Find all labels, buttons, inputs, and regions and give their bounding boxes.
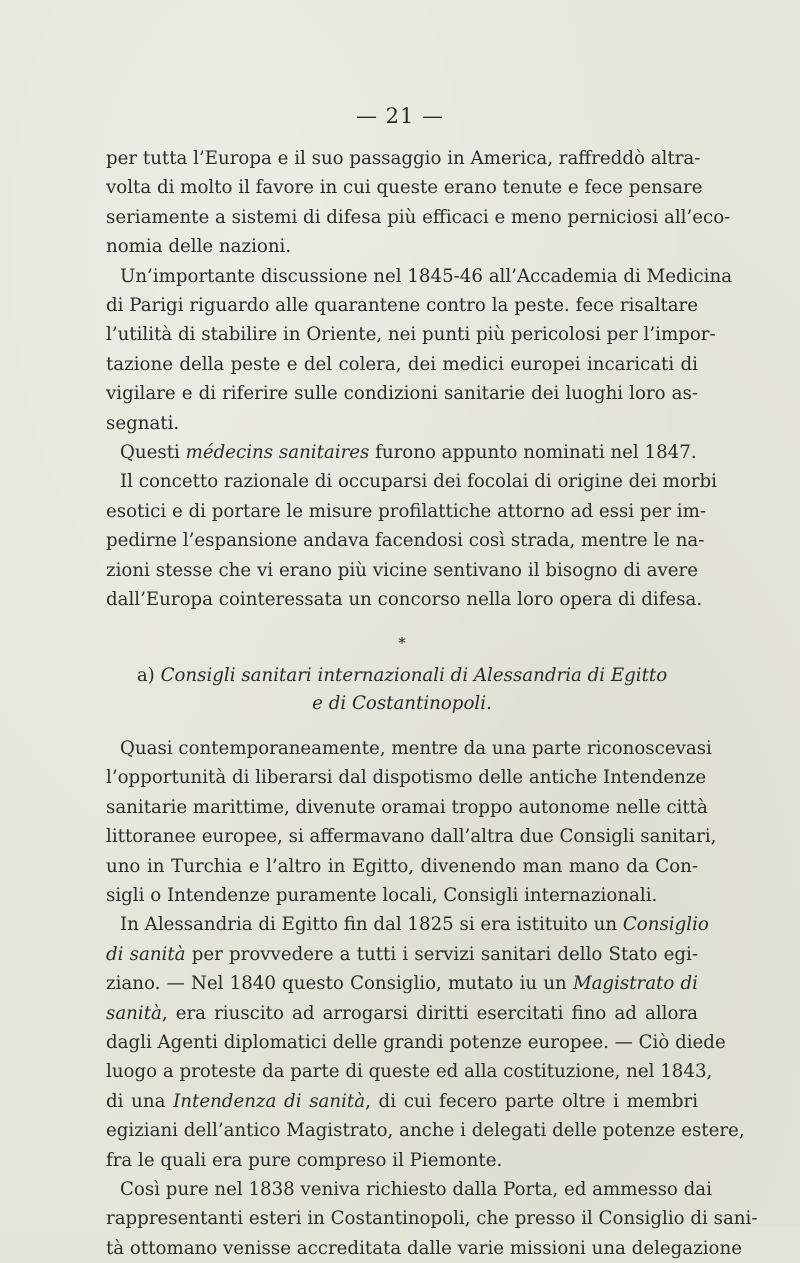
text-line: Così pure nel 1838 veniva richiesto dalla Porta, ed ammesso dai <box>120 1179 712 1200</box>
text-line: pedirne l’espansione andava facendosi così strada, mentre le na- <box>106 530 705 552</box>
paragraph-5 <box>106 734 717 910</box>
section-heading <box>106 662 698 718</box>
italic-term: di sanità <box>106 943 186 965</box>
text-line: segnati. <box>106 412 180 434</box>
text-run: , di cui fecero parte oltre i membri <box>365 1090 699 1112</box>
text-run: furono appunto nominati nel 1847. <box>369 442 697 464</box>
paragraph-4 <box>106 467 717 614</box>
section-title: Consigli sanitari internazionali di Alessandria di Egitto <box>160 664 668 686</box>
text-line: uno in Turchia e l’altro in Egitto, divenendo man mano da Con- <box>106 855 698 877</box>
text-line: Un’importante discussione nel 1845-46 all’Accademia di Medicina <box>120 265 733 287</box>
text-line: dall’Europa cointeressata un concorso nella loro opera di difesa. <box>106 589 703 611</box>
paragraph-2 <box>106 262 733 438</box>
text-run: Questi <box>120 442 186 464</box>
text-line: l’utilità di stabilire in Oriente, nei punti più pericolosi per l’impor- <box>106 324 716 346</box>
text-line: vigilare e di riferire sulle condizioni sanitarie dei luoghi loro as- <box>106 383 698 405</box>
text-line: zioni stesse che vi erano più vicine sentivano il bisogno di avere <box>106 559 698 581</box>
text-line: littoranee europee, si affermavano dall’altra due Consigli sanitari, <box>106 826 717 848</box>
italic-term: Consiglio <box>622 914 709 936</box>
text-run: ziano. — Nel 1840 questo Consiglio, mutato iu un <box>106 973 573 995</box>
text-line: per tutta l’Europa e il suo passaggio in America, raffreddò altra- <box>106 148 701 169</box>
text-line: Quasi contemporaneamente, mentre da una parte riconoscevasi <box>120 737 712 759</box>
text-line <box>106 910 709 939</box>
section-heading-line-2: e di Costantinopoli. <box>312 692 492 714</box>
text-line: egiziani dell’antico Magistrato, anche i delegati delle potenze estere, <box>106 1120 745 1142</box>
text-run: , era riuscito ad arrogarsi diritti esercitati fino ad allora <box>161 1002 698 1024</box>
text-line: di Parigi riguardo alle quarantene contro la peste. fece risaltare <box>106 295 698 317</box>
text-line <box>106 1087 698 1116</box>
text-line: dagli Agenti diplomatici delle grandi potenze europee. — Ciò diede <box>106 1031 726 1053</box>
text-line: fra le quali era pure compreso il Piemonte. <box>106 1149 503 1171</box>
text-line <box>106 969 698 998</box>
text-line <box>106 999 698 1028</box>
italic-term: Magistrato di <box>572 973 698 995</box>
section-heading-line-1 <box>106 662 698 690</box>
text-line: nomia delle nazioni. <box>106 236 292 258</box>
text-run: di una <box>106 1090 174 1112</box>
text-run: per provvedere a tutti i servizi sanitari dello Stato egi- <box>185 943 698 965</box>
text-line: tazione della peste e del colera, dei medici europei incaricati di <box>106 353 698 375</box>
italic-term: Intendenza di sanità <box>173 1090 366 1112</box>
text-line: Il concetto razionale di occuparsi dei focolai di origine dei morbi <box>120 471 717 493</box>
italic-term: médecins sanitaires <box>185 442 370 464</box>
text-line: volta di molto il favore in cui queste erano tenute e fece pensare <box>106 177 703 199</box>
text-line: sanitarie marittime, divenute oramai troppo autonome nelle città <box>106 796 708 818</box>
text-line: luogo a proteste da parte di queste ed alla costituzione, nel 1843, <box>106 1061 713 1083</box>
text-line: esotici e di portare le misure profilattiche attorno ad essi per im- <box>106 500 707 522</box>
paragraph-3 <box>106 438 698 467</box>
text-line <box>106 940 698 969</box>
italic-term: sanità <box>106 1002 162 1024</box>
text-line <box>106 438 698 467</box>
text-run: In Alessandria di Egitto fin dal 1825 si era istituito un <box>120 914 623 936</box>
paragraph-1 <box>106 144 731 262</box>
text-line: sigli o Intendenze puramente locali, Consigli internazionali. <box>106 884 658 906</box>
text-line: rappresentanti esteri in Costantinopoli, che presso il Consiglio di sani- <box>106 1208 758 1230</box>
page-number: — 21 — <box>355 104 445 128</box>
text-line: l’opportunità di liberarsi dal dispotismo delle antiche Intendenze <box>106 767 707 789</box>
section-separator-asterisk: * <box>398 633 406 652</box>
section-label: a) <box>136 664 155 686</box>
paragraph-6 <box>106 910 745 1175</box>
text-line: seriamente a sistemi di difesa più efficaci e meno perniciosi all’eco- <box>106 206 731 228</box>
paragraph-7 <box>106 1175 758 1263</box>
text-line: tà ottomano venisse accreditata dalle varie missioni una delegazione <box>106 1237 742 1259</box>
body-text <box>106 144 758 1263</box>
